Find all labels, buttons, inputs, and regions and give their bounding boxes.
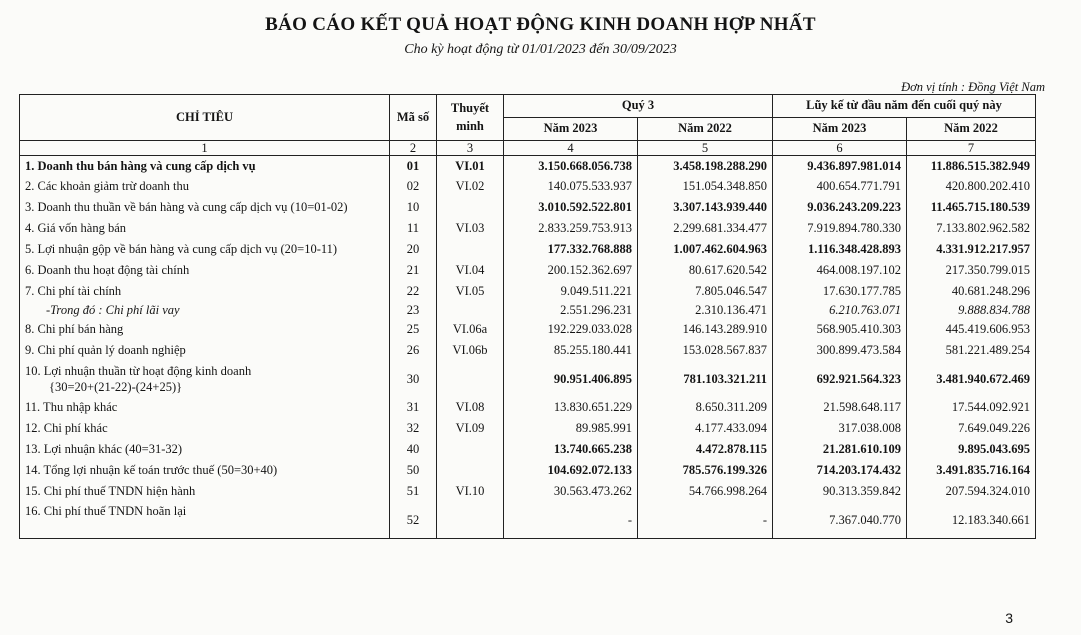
row-q3-2023: 90.951.406.895 xyxy=(504,362,638,398)
col-num-5: 5 xyxy=(638,141,773,156)
row-lk-2023: 568.905.410.303 xyxy=(773,320,907,341)
row-note: VI.10 xyxy=(437,482,504,503)
row-lk-2023: 9.036.243.209.223 xyxy=(773,198,907,219)
row-q3-2022: 2.310.136.471 xyxy=(638,303,773,320)
row-note: VI.08 xyxy=(437,398,504,419)
row-q3-2023: 89.985.991 xyxy=(504,419,638,440)
row-code: 40 xyxy=(390,440,437,461)
row-note: VI.01 xyxy=(437,156,504,177)
row-note xyxy=(437,503,504,539)
header-q3-2022: Năm 2022 xyxy=(638,118,773,141)
table-row xyxy=(20,282,1036,303)
row-q3-2022: 146.143.289.910 xyxy=(638,320,773,341)
row-lk-2022: 9.888.834.788 xyxy=(907,303,1036,320)
table-row xyxy=(20,240,1036,261)
row-code: 11 xyxy=(390,219,437,240)
row-lk-2022: 3.491.835.716.164 xyxy=(907,461,1036,482)
header-q3-2023: Năm 2023 xyxy=(504,118,638,141)
row-label: 16. Chi phí thuế TNDN hoãn lại xyxy=(20,503,390,539)
row-lk-2022: 40.681.248.296 xyxy=(907,282,1036,303)
row-label: -Trong đó : Chi phí lãi vay xyxy=(20,303,390,320)
row-lk-2023: 300.899.473.584 xyxy=(773,341,907,362)
row-note: VI.02 xyxy=(437,177,504,198)
table-row xyxy=(20,419,1036,440)
header-lk-2022: Năm 2022 xyxy=(907,118,1036,141)
row-code: 52 xyxy=(390,503,437,539)
row-q3-2022: 54.766.998.264 xyxy=(638,482,773,503)
row-label: 14. Tổng lợi nhuận kế toán trước thuế (50=30+40) xyxy=(20,461,390,482)
table-row xyxy=(20,177,1036,198)
row-q3-2022: - xyxy=(638,503,773,539)
row-note: VI.06b xyxy=(437,341,504,362)
header-chi-tieu: CHỈ TIÊU xyxy=(20,95,390,141)
row-q3-2023: 9.049.511.221 xyxy=(504,282,638,303)
table-row xyxy=(20,219,1036,240)
row-q3-2022: 151.054.348.850 xyxy=(638,177,773,198)
row-lk-2022: 7.649.049.226 xyxy=(907,419,1036,440)
table-row xyxy=(20,503,1036,539)
row-code: 31 xyxy=(390,398,437,419)
row-lk-2023: 400.654.771.791 xyxy=(773,177,907,198)
table-row xyxy=(20,482,1036,503)
row-q3-2023: 2.833.259.753.913 xyxy=(504,219,638,240)
row-label: 9. Chi phí quản lý doanh nghiệp xyxy=(20,341,390,362)
row-q3-2022: 3.458.198.288.290 xyxy=(638,156,773,177)
row-lk-2023: 17.630.177.785 xyxy=(773,282,907,303)
row-lk-2022: 217.350.799.015 xyxy=(907,261,1036,282)
row-code: 21 xyxy=(390,261,437,282)
row-note: VI.09 xyxy=(437,419,504,440)
row-label-prefix: 10. xyxy=(25,363,41,378)
row-code: 30 xyxy=(390,362,437,398)
row-lk-2022: 11.886.515.382.949 xyxy=(907,156,1036,177)
row-label: 8. Chi phí bán hàng xyxy=(20,320,390,341)
row-code: 51 xyxy=(390,482,437,503)
row-note xyxy=(437,461,504,482)
row-q3-2022: 8.650.311.209 xyxy=(638,398,773,419)
row-q3-2022: 1.007.462.604.963 xyxy=(638,240,773,261)
row-q3-2023: 30.563.473.262 xyxy=(504,482,638,503)
row-q3-2023: 3.010.592.522.801 xyxy=(504,198,638,219)
row-q3-2023: 140.075.533.937 xyxy=(504,177,638,198)
row-q3-2022: 4.472.878.115 xyxy=(638,440,773,461)
row-label xyxy=(20,362,390,398)
row-code: 25 xyxy=(390,320,437,341)
row-lk-2023: 464.008.197.102 xyxy=(773,261,907,282)
table-row xyxy=(20,156,1036,177)
row-lk-2022: 445.419.606.953 xyxy=(907,320,1036,341)
row-note xyxy=(437,198,504,219)
row-code: 20 xyxy=(390,240,437,261)
currency-unit: Đơn vị tính : Đồng Việt Nam xyxy=(901,80,1045,94)
header-luy-ke: Lũy kế từ đầu năm đến cuối quý này xyxy=(773,95,1036,118)
row-note: VI.06a xyxy=(437,320,504,341)
row-lk-2023: 714.203.174.432 xyxy=(773,461,907,482)
row-lk-2022: 7.133.802.962.582 xyxy=(907,219,1036,240)
row-label: 15. Chi phí thuế TNDN hiện hành xyxy=(20,482,390,503)
row-label: 5. Lợi nhuận gộp về bán hàng và cung cấp dịch vụ (20=10-11) xyxy=(20,240,390,261)
table-row xyxy=(20,320,1036,341)
table-row xyxy=(20,303,1036,320)
row-code: 01 xyxy=(390,156,437,177)
table-row xyxy=(20,198,1036,219)
row-q3-2023: 85.255.180.441 xyxy=(504,341,638,362)
row-label-main: Lợi nhuận thuần từ hoạt động kinh doanh xyxy=(43,363,252,378)
row-q3-2023: 13.830.651.229 xyxy=(504,398,638,419)
row-label: 12. Chi phí khác xyxy=(20,419,390,440)
row-lk-2022: 9.895.043.695 xyxy=(907,440,1036,461)
row-note: VI.03 xyxy=(437,219,504,240)
row-code: 22 xyxy=(390,282,437,303)
row-q3-2023: 3.150.668.056.738 xyxy=(504,156,638,177)
row-note xyxy=(437,440,504,461)
page-number: 3 xyxy=(1005,610,1013,626)
header-lk-2023: Năm 2023 xyxy=(773,118,907,141)
row-code: 02 xyxy=(390,177,437,198)
header-thuyet-minh: Thuyết minh xyxy=(437,95,504,141)
header-quy-3: Quý 3 xyxy=(504,95,773,118)
row-lk-2023: 21.598.648.117 xyxy=(773,398,907,419)
table-row xyxy=(20,398,1036,419)
row-label-formula: {30=20+(21-22)-(24+25)} xyxy=(49,379,183,394)
row-label: 11. Thu nhập khác xyxy=(20,398,390,419)
row-lk-2023: 7.367.040.770 xyxy=(773,503,907,539)
row-lk-2022: 207.594.324.010 xyxy=(907,482,1036,503)
col-num-6: 6 xyxy=(773,141,907,156)
row-label: 3. Doanh thu thuần về bán hàng và cung cấp dịch vụ (10=01-02) xyxy=(20,198,390,219)
row-q3-2023: 2.551.296.231 xyxy=(504,303,638,320)
row-note xyxy=(437,303,504,320)
row-q3-2022: 2.299.681.334.477 xyxy=(638,219,773,240)
row-code: 26 xyxy=(390,341,437,362)
row-label: 1. Doanh thu bán hàng và cung cấp dịch vụ xyxy=(20,156,390,177)
row-q3-2023: 192.229.033.028 xyxy=(504,320,638,341)
row-q3-2023: 177.332.768.888 xyxy=(504,240,638,261)
row-q3-2022: 785.576.199.326 xyxy=(638,461,773,482)
row-lk-2022: 420.800.202.410 xyxy=(907,177,1036,198)
row-lk-2022: 581.221.489.254 xyxy=(907,341,1036,362)
row-label: 7. Chi phí tài chính xyxy=(20,282,390,303)
row-code: 32 xyxy=(390,419,437,440)
row-note xyxy=(437,362,504,398)
row-lk-2023: 692.921.564.323 xyxy=(773,362,907,398)
row-code: 50 xyxy=(390,461,437,482)
row-lk-2022: 17.544.092.921 xyxy=(907,398,1036,419)
row-lk-2023: 21.281.610.109 xyxy=(773,440,907,461)
row-q3-2022: 3.307.143.939.440 xyxy=(638,198,773,219)
row-q3-2022: 4.177.433.094 xyxy=(638,419,773,440)
row-code: 23 xyxy=(390,303,437,320)
row-q3-2022: 781.103.321.211 xyxy=(638,362,773,398)
row-q3-2022: 80.617.620.542 xyxy=(638,261,773,282)
row-label: 4. Giá vốn hàng bán xyxy=(20,219,390,240)
table-row xyxy=(20,261,1036,282)
row-lk-2023: 1.116.348.428.893 xyxy=(773,240,907,261)
income-statement-table xyxy=(19,94,1036,539)
col-num-3: 3 xyxy=(437,141,504,156)
row-q3-2023: 200.152.362.697 xyxy=(504,261,638,282)
row-lk-2022: 4.331.912.217.957 xyxy=(907,240,1036,261)
row-lk-2022: 11.465.715.180.539 xyxy=(907,198,1036,219)
report-period: Cho kỳ hoạt động từ 01/01/2023 đến 30/09/2023 xyxy=(404,42,677,57)
table-row xyxy=(20,461,1036,482)
row-q3-2023: - xyxy=(504,503,638,539)
row-lk-2023: 6.210.763.071 xyxy=(773,303,907,320)
row-lk-2023: 317.038.008 xyxy=(773,419,907,440)
col-num-7: 7 xyxy=(907,141,1036,156)
col-num-4: 4 xyxy=(504,141,638,156)
col-num-2: 2 xyxy=(390,141,437,156)
row-label: 6. Doanh thu hoạt động tài chính xyxy=(20,261,390,282)
row-lk-2023: 7.919.894.780.330 xyxy=(773,219,907,240)
row-code: 10 xyxy=(390,198,437,219)
row-q3-2022: 153.028.567.837 xyxy=(638,341,773,362)
row-lk-2022: 12.183.340.661 xyxy=(907,503,1036,539)
table-row xyxy=(20,341,1036,362)
row-lk-2023: 9.436.897.981.014 xyxy=(773,156,907,177)
report-title: BÁO CÁO KẾT QUẢ HOẠT ĐỘNG KINH DOANH HỢP NHẤT xyxy=(265,14,816,35)
row-q3-2023: 13.740.665.238 xyxy=(504,440,638,461)
row-label: 2. Các khoản giảm trừ doanh thu xyxy=(20,177,390,198)
table-row xyxy=(20,440,1036,461)
row-lk-2022: 3.481.940.672.469 xyxy=(907,362,1036,398)
row-q3-2022: 7.805.046.547 xyxy=(638,282,773,303)
row-note: VI.04 xyxy=(437,261,504,282)
row-note: VI.05 xyxy=(437,282,504,303)
row-label: 13. Lợi nhuận khác (40=31-32) xyxy=(20,440,390,461)
row-q3-2023: 104.692.072.133 xyxy=(504,461,638,482)
row-note xyxy=(437,240,504,261)
row-lk-2023: 90.313.359.842 xyxy=(773,482,907,503)
col-num-1: 1 xyxy=(20,141,390,156)
header-ma-so: Mã số xyxy=(390,95,437,141)
table-row xyxy=(20,362,1036,398)
